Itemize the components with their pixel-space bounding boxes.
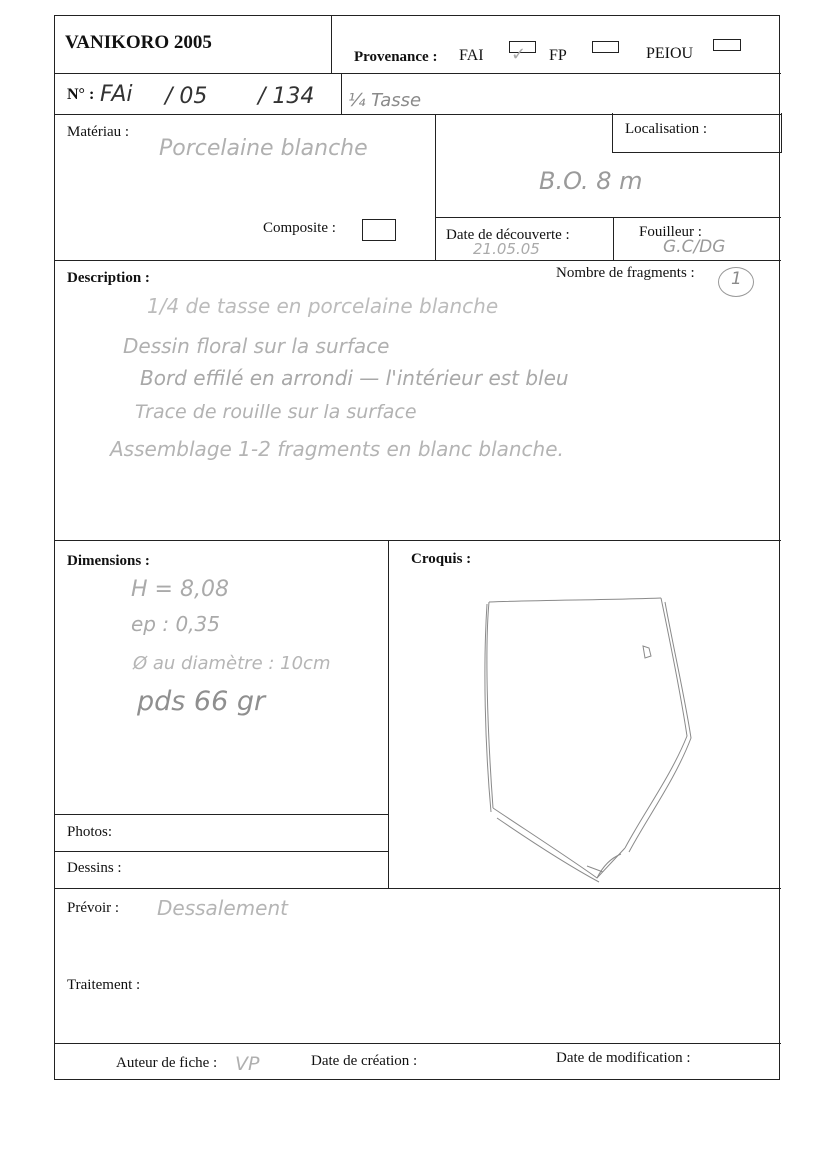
checkbox-peiou[interactable] [713,39,741,51]
dimensions-line: Ø au diamètre : 10cm [133,653,331,674]
traitement-label: Traitement : [67,977,141,993]
provenance-option-fp: FP [549,47,567,64]
dimensions-line: ep : 0,35 [131,612,220,636]
date-creation-label: Date de création : [311,1053,418,1069]
materiau-label: Matériau : [67,124,130,140]
localisation-value: B.O. 8 m [539,167,643,195]
number-year: / 05 [165,84,208,109]
divider [388,540,389,888]
object-type: ¼ Tasse [348,90,422,111]
record-form [54,15,780,1080]
auteur-value: VP [235,1053,260,1075]
croquis-sketch [475,586,705,886]
checkbox-composite[interactable] [362,219,396,241]
provenance-label: Provenance : [354,49,438,65]
composite-label: Composite : [263,220,336,236]
croquis-label: Croquis : [411,551,472,567]
divider [55,814,388,815]
photos-label: Photos: [67,824,113,840]
divider [55,260,781,261]
dimensions-line: H = 8,08 [131,577,229,602]
divider [55,888,781,889]
fouilleur-value: G.C/DG [663,237,726,257]
fragments-label: Nombre de fragments : [556,265,695,281]
divider [55,851,388,852]
description-label: Description : [67,270,150,286]
dimensions-weight: pds 66 gr [137,686,266,717]
description-line: 1/4 de tasse en porcelaine blanche [147,294,499,318]
date-modification-label: Date de modification : [556,1050,691,1066]
number-label: N° : [67,86,95,103]
fouilleur-label: Fouilleur : [639,224,702,240]
description-line: Trace de rouille sur la surface [135,401,417,423]
form-title: VANIKORO 2005 [65,32,212,53]
divider [55,73,781,74]
checkbox-fp[interactable] [592,41,619,53]
divider [613,217,614,260]
divider [435,217,781,218]
auteur-label: Auteur de fiche : [116,1055,218,1071]
description-line: Bord effilé en arrondi — l'intérieur est bleu [140,366,569,390]
fragments-value: 1 [731,269,742,289]
dimensions-label: Dimensions : [67,553,150,569]
date-decouverte-value: 21.05.05 [473,240,540,258]
description-line: Assemblage 1-2 fragments en blanc blanche. [110,437,564,461]
number-item: / 134 [258,84,315,109]
divider [341,73,342,114]
provenance-option-fai: FAI [459,47,484,64]
number-site: FAi [100,82,133,107]
description-line: Dessin floral sur la surface [123,334,390,358]
checkbox-fai-mark: ✓ [511,44,527,65]
provenance-option-peiou: PEIOU [646,45,694,62]
date-decouverte-label: Date de découverte : [446,227,570,243]
divider [331,16,332,73]
materiau-value: Porcelaine blanche [159,136,368,161]
divider [55,540,781,541]
prevoir-value: Dessalement [157,896,288,920]
localisation-label: Localisation : [625,121,708,137]
divider [55,1043,781,1044]
dessins-label: Dessins : [67,860,122,876]
prevoir-label: Prévoir : [67,900,120,916]
divider [435,114,436,260]
